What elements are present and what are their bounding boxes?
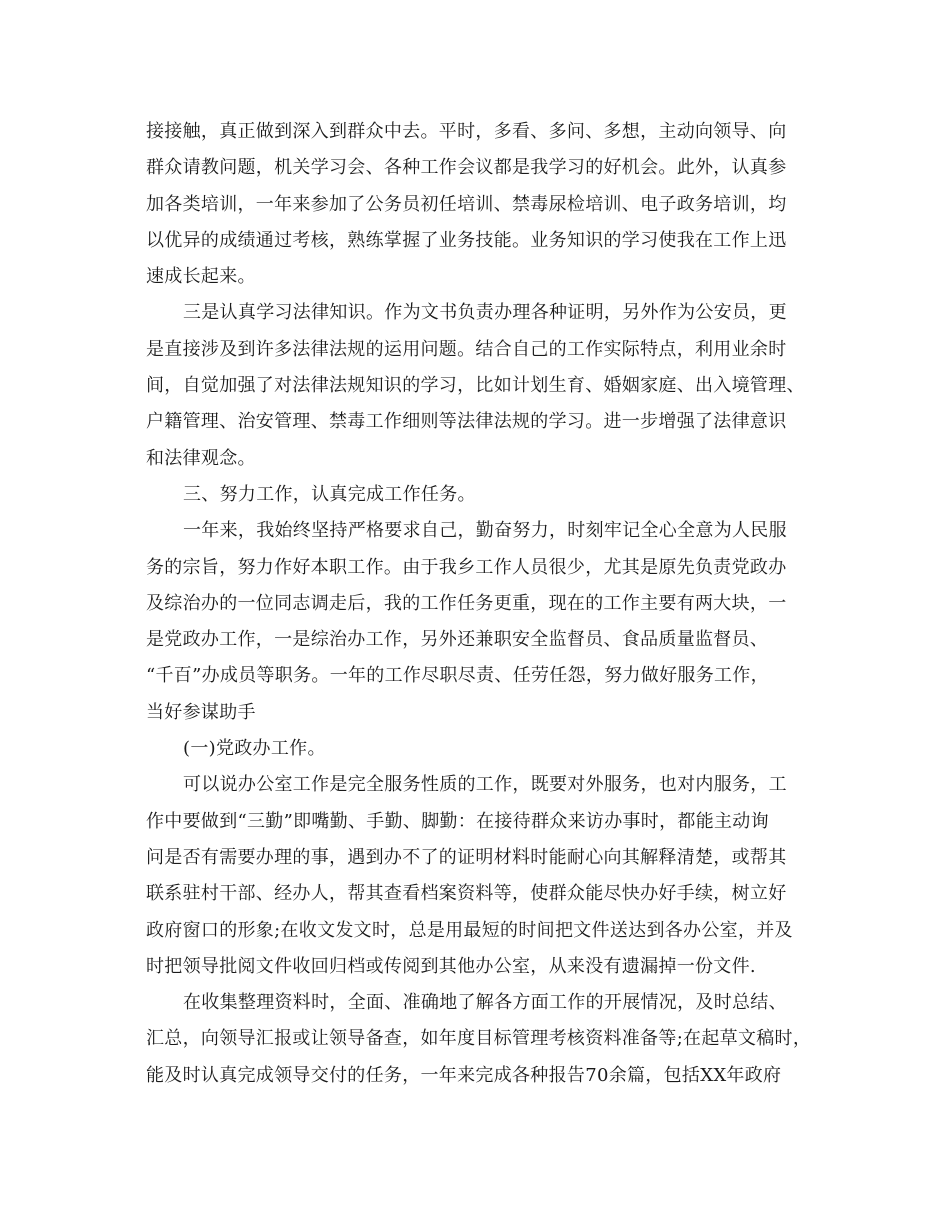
text-line: 速成长起来。 (146, 266, 256, 288)
text-line: 间，自觉加强了对法律法规知识的学习，比如计划生育、婚姻家庭、出入境管理、 (146, 375, 805, 397)
section-heading: 三、努力工作，认真完成工作任务。 (183, 483, 476, 505)
text-line: 群众请教问题，机关学习会、各种工作会议都是我学习的好机会。此外，认真参 (146, 157, 787, 179)
subsection-heading: (一)党政办工作。 (183, 738, 326, 760)
text-line: 及综治办的一位同志调走后，我的工作任务更重，现在的工作主要有两大块，一 (146, 592, 787, 614)
text-line: 户籍管理、治安管理、禁毒工作细则等法律法规的学习。进一步增强了法律意识 (146, 411, 787, 433)
text-line: 联系驻村干部、经办人，帮其查看档案资料等，使群众能尽快办好手续，树立好 (146, 883, 787, 905)
text-line: 问是否有需要办理的事，遇到办不了的证明材料时能耐心向其解释清楚，或帮其 (146, 846, 787, 868)
paragraph-start-line: 一年来，我始终坚持严格要求自己，勤奋努力，时刻牢记全心全意为人民服 (183, 520, 787, 542)
text-line: 是直接涉及到许多法律法规的运用问题。结合自己的工作实际特点，利用业余时 (146, 338, 787, 360)
document-body (146, 114, 846, 1094)
paragraph-start-line: 在收集整理资料时，全面、准确地了解各方面工作的开展情况，及时总结、 (183, 992, 787, 1014)
text-line: “千百”办成员等职务。一年的工作尽职尽责、任劳任怨，努力做好服务工作， (146, 665, 769, 687)
text-line: 是党政办工作，一是综治办工作，另外还兼职安全监督员、食品质量监督员、 (146, 629, 769, 651)
paragraph-start-line: 可以说办公室工作是完全服务性质的工作，既要对外服务，也对内服务，工 (183, 774, 787, 796)
text-line: 当好参谋助手 (146, 701, 256, 723)
text-line: 和法律观念。 (146, 447, 256, 469)
text-line: 接接触，真正做到深入到群众中去。平时，多看、多问、多想，主动向领导、向 (146, 121, 787, 142)
text-line: 加各类培训，一年来参加了公务员初任培训、禁毒尿检培训、电子政务培训，均 (146, 193, 787, 215)
text-line: 汇总，向领导汇报或让领导备查，如年度目标管理考核资料准备等;在起草文稿时， (146, 1028, 812, 1050)
text-line: 务的宗旨，努力作好本职工作。由于我乡工作人员很少，尤其是原先负责党政办 (146, 556, 787, 578)
text-line: 能及时认真完成领导交付的任务，一年来完成各种报告70余篇，包括XX年政府 (146, 1064, 782, 1086)
paragraph-start-line: 三是认真学习法律知识。作为文书负责办理各种证明，另外作为公安员，更 (183, 302, 787, 324)
text-line: 以优异的成绩通过考核，熟练掌握了业务技能。业务知识的学习使我在工作上迅 (146, 229, 787, 251)
text-line: 时把领导批阅文件收回归档或传阅到其他办公室，从来没有遗漏掉一份文件. (146, 955, 756, 977)
text-line: 作中要做到“三勤”即嘴勤、手勤、脚勤：在接待群众来访办事时，都能主动询 (146, 810, 769, 832)
text-line: 政府窗口的形象;在收文发文时，总是用最短的时间把文件送达到各办公室，并及 (146, 919, 793, 941)
